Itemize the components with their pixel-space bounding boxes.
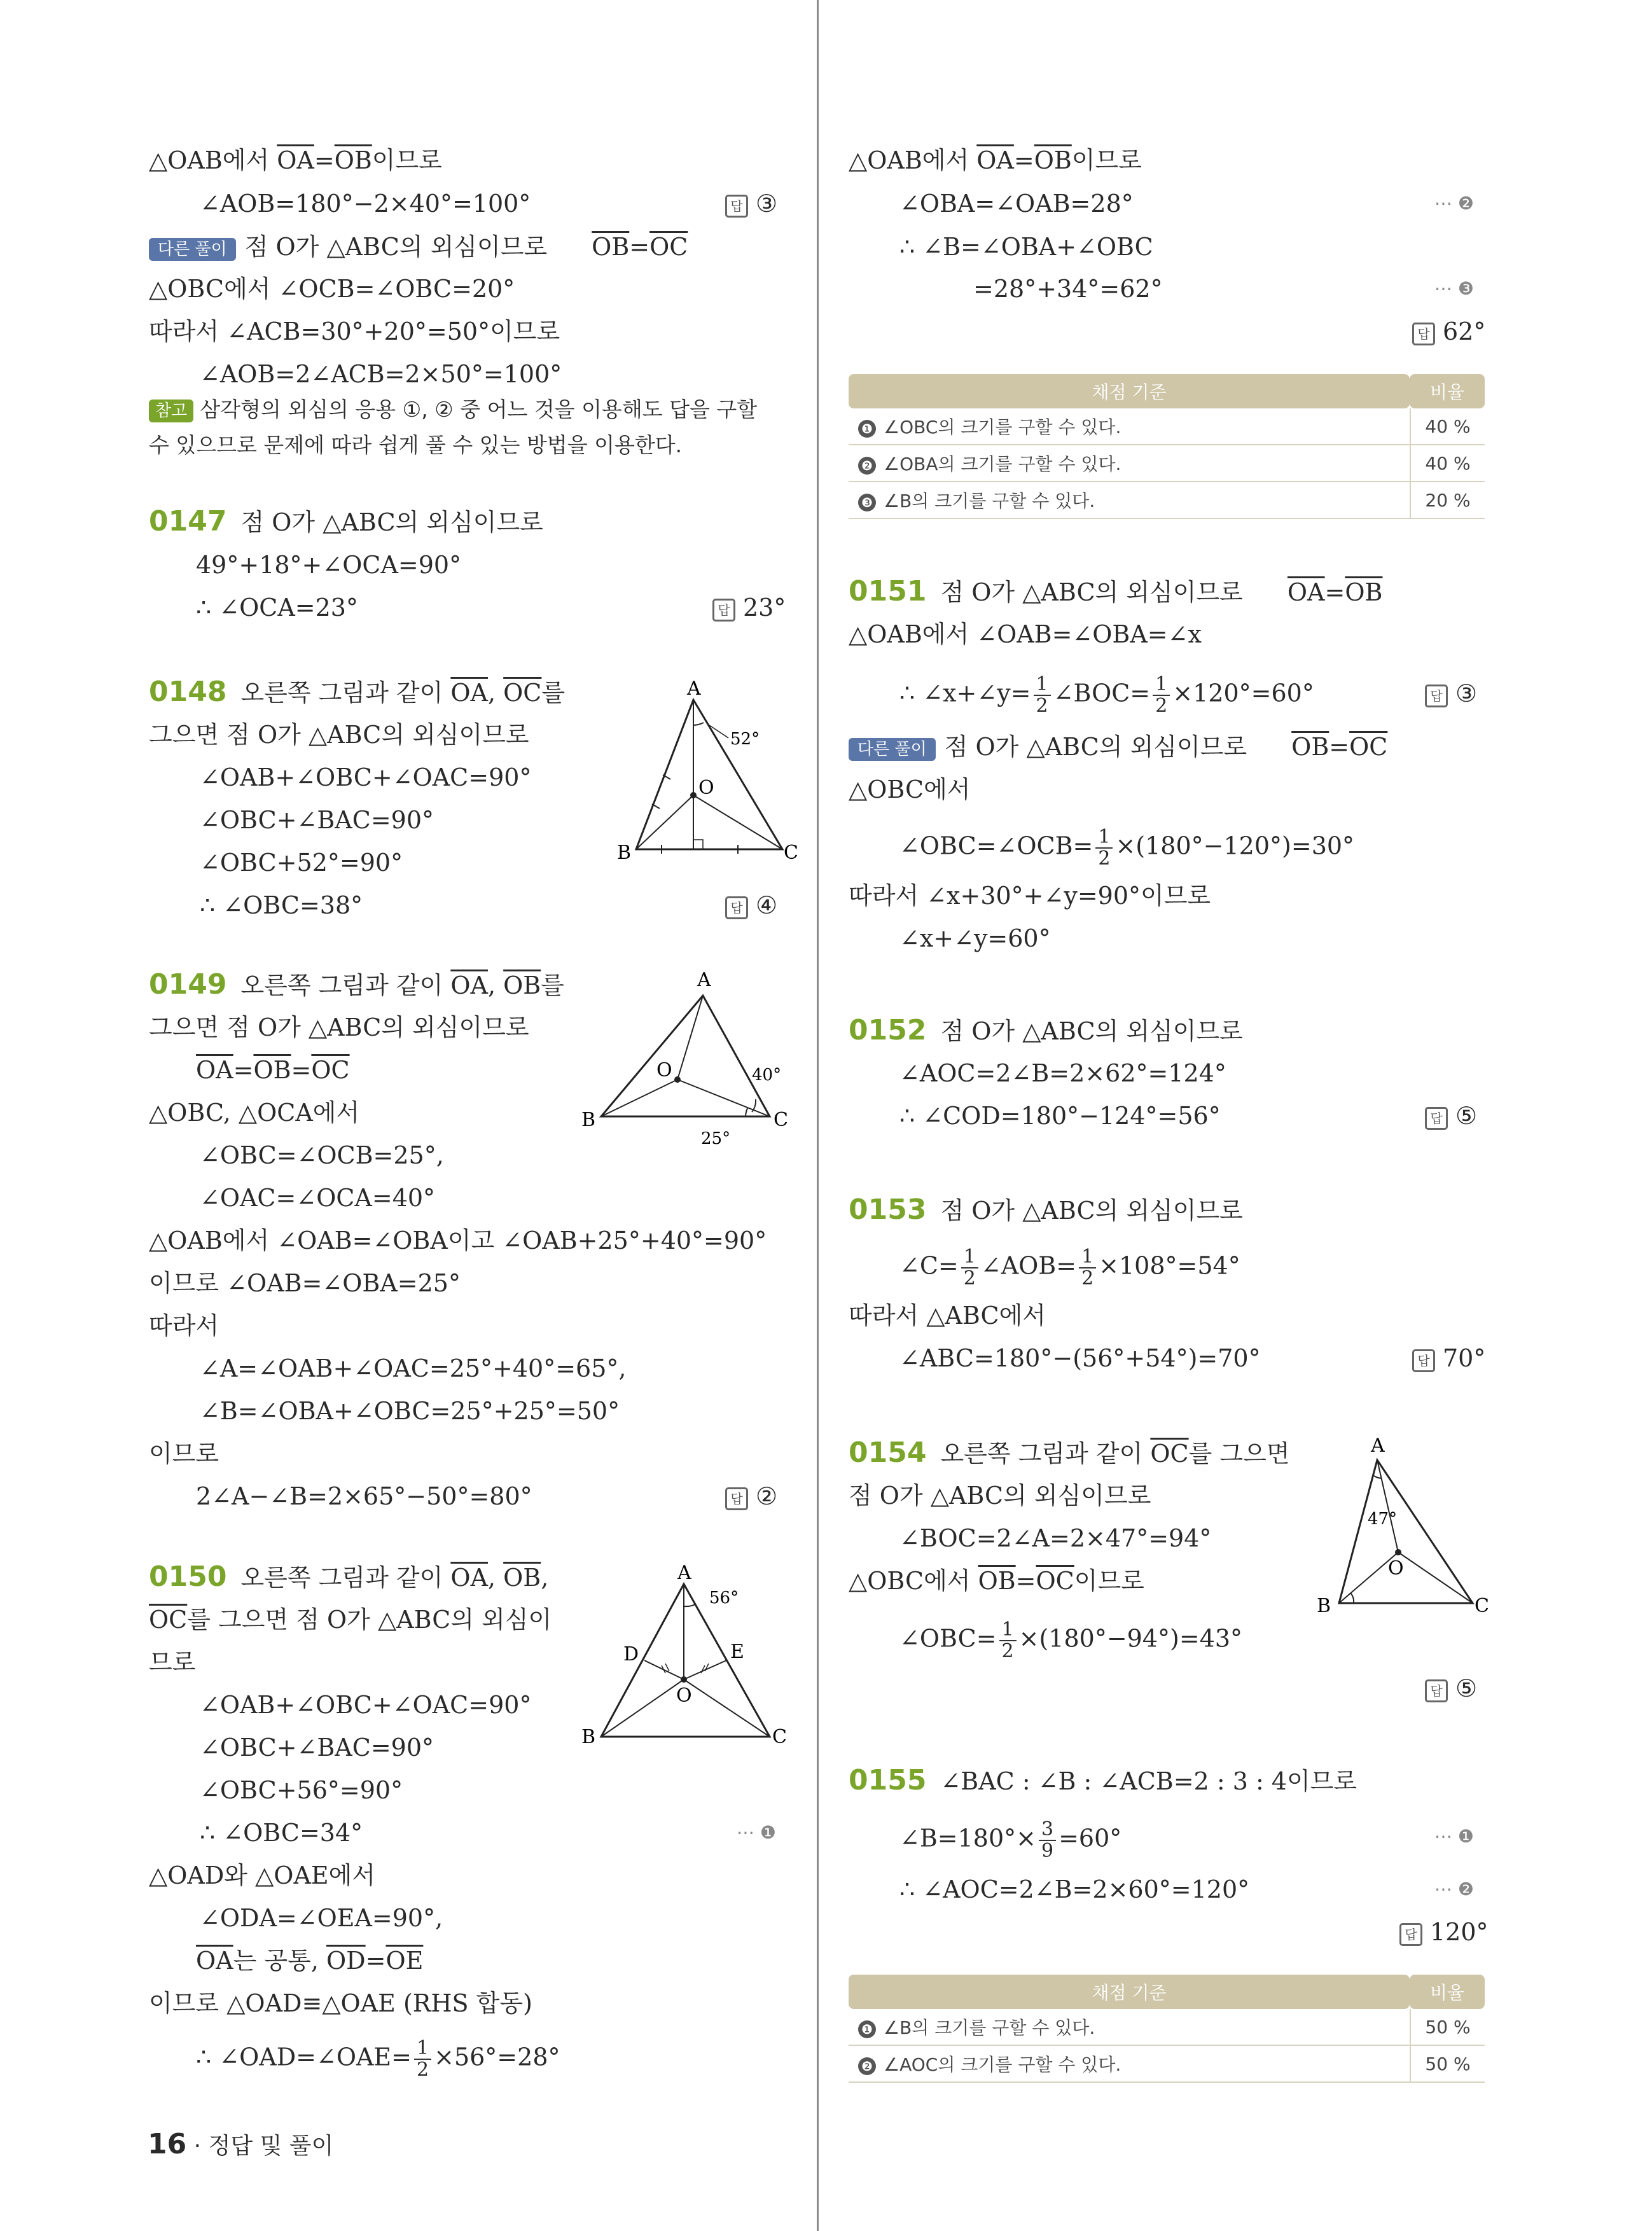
text-line: △OBC에서 — [849, 775, 971, 803]
equation: ∴ ∠B=∠OBA+∠OBC — [899, 233, 1153, 261]
table-header: 비율 — [1410, 1975, 1485, 2009]
problem-0149: 0149 오른쪽 그림과 같이 $\overline{OA}$, $\overline{OB}$를 — [149, 968, 564, 1001]
equation: ∠OBC=∠OCB=25°, — [200, 1141, 444, 1169]
vertex-c: C — [1475, 1595, 1489, 1617]
note-line: 참고 삼각형의 외심의 응용 ①, ② 중 어느 것을 이용해도 답을 구할 — [149, 394, 757, 425]
table-row: ❸ ∠B의 크기를 구할 수 있다. 20 % — [849, 482, 1485, 519]
angle-label: 52° — [730, 730, 760, 749]
figure-0149 — [573, 967, 789, 1158]
table-row: ❷ ∠OBA의 크기를 구할 수 있다. 40 % — [849, 445, 1485, 482]
grading-table-2 — [849, 1975, 1485, 2083]
figure-0150 — [573, 1552, 789, 1756]
equation: ∠OAB+∠OBC+∠OAC=90° — [200, 763, 532, 791]
vertex-a: A — [677, 1562, 691, 1584]
problem-0148: 0148 오른쪽 그림과 같이 $\overline{OA}$, $\overline{OC}$를 — [149, 676, 566, 708]
text-line: 따라서 ∠x+30°+∠y=90°이므로 — [849, 882, 1211, 910]
step-marker: ⋯ ❸ — [1434, 278, 1475, 299]
text-line: 다른 풀이 점 O가 △ABC의 외심이므로 $\overline{OB}=\overline{OC}$ — [149, 232, 688, 262]
column-divider — [817, 0, 819, 2231]
table-header: 비율 — [1410, 374, 1485, 408]
problem-0151: 0151 점 O가 △ABC의 외심이므로 $\overline{OA}=\overline{OB}$ — [849, 575, 1383, 608]
equation: ∠AOB=2∠ACB=2×50°=100° — [200, 360, 562, 388]
center-o: O — [1388, 1557, 1404, 1580]
table-row: ❷ ∠AOC의 크기를 구할 수 있다. 50 % — [849, 2046, 1485, 2083]
answer-mark: 답 ⑤ — [1425, 1673, 1477, 1704]
vertex-b: B — [581, 1109, 596, 1131]
table-header: 채점 기준 — [849, 1975, 1410, 2009]
equation: ∠OBC+56°=90° — [200, 1776, 403, 1804]
page-footer: 16 · 정답 및 풀이 — [148, 2128, 334, 2160]
text-line: 이므로 — [149, 1440, 219, 1468]
text-line: 이므로 △OAD≡△OAE (RHS 합동) — [149, 1989, 532, 2017]
text-line: △OAB에서 $\overline{OA}=\overline{OB}$이므로 — [149, 146, 442, 174]
equation: =28°+34°=62° — [973, 275, 1163, 303]
step-marker: ⋯ ❷ — [1434, 193, 1475, 214]
equation: ∠AOB=180°−2×40°=100° — [200, 190, 531, 218]
vertex-b: B — [581, 1726, 596, 1748]
equation: ∴ ∠OBC=34° — [200, 1819, 363, 1847]
text-line: 따라서 — [149, 1312, 219, 1340]
fraction: $\frac{1}{2}$ — [414, 2038, 431, 2080]
note-line: 수 있으므로 문제에 따라 쉽게 풀 수 있는 방법을 이용한다. — [149, 433, 683, 457]
grading-table-1 — [849, 374, 1485, 519]
vertex-c: C — [774, 1109, 788, 1131]
answer-mark: 답 ⑤ — [1425, 1101, 1477, 1131]
equation: ∠OAC=∠OCA=40° — [200, 1184, 436, 1212]
answer-mark: 답 ④ — [725, 890, 777, 921]
equation: $\overline{OA}$는 공통, $\overline{OD}=\overline{OE}$ — [196, 1947, 424, 1975]
problem-0155: 0155 ∠BAC : ∠B : ∠ACB=2 : 3 : 4이므로 — [849, 1764, 1357, 1797]
equation: ∠OBC+∠BAC=90° — [200, 1734, 434, 1762]
problem-0154: 0154 오른쪽 그림과 같이 $\overline{OC}$를 그으면 — [849, 1436, 1290, 1469]
text-line: 따라서 ∠ACB=30°+20°=50°이므로 — [149, 317, 560, 345]
vertex-a: A — [687, 678, 701, 700]
center-o: O — [676, 1685, 692, 1707]
answer-mark: 답 ② — [725, 1481, 777, 1512]
equation: ∠AOC=2∠B=2×62°=124° — [899, 1059, 1226, 1087]
text-line: 이므로 ∠OAB=∠OBA=25° — [149, 1269, 461, 1297]
text-line: 따라서 △ABC에서 — [849, 1302, 1046, 1330]
angle-label-25: 25° — [701, 1129, 731, 1148]
equation: ∴ ∠x+∠y= $\frac{1}{2}$ ∠BOC= $\frac{1}{2}$ ×120°=60° — [899, 673, 1314, 717]
equation: ∠OBC+∠BAC=90° — [200, 806, 434, 834]
text-line: 므로 — [149, 1648, 196, 1676]
text-line: △OBC에서 ∠OCB=∠OBC=20° — [149, 275, 515, 303]
answer-mark: 답 120° — [1399, 1917, 1489, 1947]
vertex-c: C — [784, 842, 798, 864]
reference-badge: 참고 — [149, 400, 193, 422]
equation: ∠A=∠OAB+∠OAC=25°+40°=65°, — [200, 1354, 627, 1382]
text-line: 다른 풀이 점 O가 △ABC의 외심이므로 $\overline{OB}=\overline{OC}$ — [849, 732, 1387, 762]
problem-0147: 0147 점 O가 △ABC의 외심이므로 — [149, 505, 543, 538]
equation: $\overline{OA}=\overline{OB}=\overline{OC}$ — [196, 1056, 350, 1084]
answer-icon: 답 — [725, 195, 748, 218]
vertex-a: A — [1371, 1435, 1385, 1457]
answer-mark: 답 62° — [1412, 316, 1485, 347]
equation: ∴ ∠AOC=2∠B=2×60°=120° — [899, 1875, 1250, 1903]
table-header: 채점 기준 — [849, 374, 1410, 408]
table-row: ❶ ∠B의 크기를 구할 수 있다. 50 % — [849, 2009, 1485, 2046]
text-line: △OAB에서 ∠OAB=∠OBA=∠x — [849, 620, 1202, 648]
equation: ∠ABC=180°−(56°+54°)=70° — [899, 1344, 1261, 1372]
table-row: ❶ ∠OBC의 크기를 구할 수 있다. 40 % — [849, 408, 1485, 445]
equation: 2∠A−∠B=2×65°−50°=80° — [196, 1482, 532, 1510]
text-line: $\overline{OC}$를 그으면 점 O가 △ABC의 외심이 — [149, 1606, 552, 1634]
equation: ∠ODA=∠OEA=90°, — [200, 1904, 443, 1932]
equation: ∴ ∠COD=180°−124°=56° — [899, 1102, 1221, 1130]
equation: ∠B=180°× $\frac{3}{9}$ =60° — [899, 1818, 1122, 1862]
problem-0153: 0153 점 O가 △ABC의 외심이므로 — [849, 1193, 1243, 1226]
figure-0148 — [592, 678, 798, 865]
problem-0150: 0150 오른쪽 그림과 같이 $\overline{OA}$, $\overline{OB}$, — [149, 1560, 549, 1593]
equation: ∠x+∠y=60° — [899, 924, 1051, 952]
problem-0152: 0152 점 O가 △ABC의 외심이므로 — [849, 1014, 1243, 1046]
other-solution-badge: 다른 풀이 — [149, 238, 236, 261]
vertex-c: C — [772, 1726, 787, 1748]
equation: ∴ ∠OAD=∠OAE= $\frac{1}{2}$ ×56°=28° — [196, 2037, 560, 2081]
equation: ∠B=∠OBA+∠OBC=25°+25°=50° — [200, 1397, 620, 1425]
figure-0154 — [1304, 1431, 1489, 1629]
vertex-b: B — [1317, 1595, 1331, 1617]
other-solution-badge: 다른 풀이 — [849, 738, 936, 761]
text-line: △OAB에서 ∠OAB=∠OBA이고 ∠OAB+25°+40°=90° — [149, 1227, 767, 1255]
step-marker: ⋯ ❶ — [1434, 1826, 1475, 1847]
answer-mark: 답 ③ — [725, 188, 777, 219]
equation: ∴ ∠OCA=23° — [196, 594, 358, 622]
equation: ∠C= $\frac{1}{2}$ ∠AOB= $\frac{1}{2}$ ×108°=54° — [899, 1246, 1240, 1289]
text-line: 그으면 점 O가 △ABC의 외심이므로 — [149, 1013, 529, 1041]
center-o: O — [698, 777, 714, 799]
equation: ∠OBC+52°=90° — [200, 849, 403, 877]
answer-mark: 답 70° — [1412, 1343, 1485, 1373]
equation: ∴ ∠OBC=38° — [200, 891, 363, 919]
text-line: △OBC에서 $\overline{OB}=\overline{OC}$이므로 — [849, 1567, 1144, 1595]
step-marker: ⋯ ❶ — [737, 1822, 777, 1843]
step-marker: ⋯ ❷ — [1434, 1879, 1475, 1900]
vertex-b: B — [617, 842, 632, 864]
equation: ∠OBC= $\frac{1}{2}$ ×(180°−94°)=43° — [899, 1618, 1243, 1662]
text-line: 그으면 점 O가 △ABC의 외심이므로 — [149, 721, 529, 749]
point-e: E — [730, 1641, 744, 1663]
text-line: △OAD와 △OAE에서 — [149, 1861, 376, 1889]
center-o: O — [656, 1059, 672, 1081]
answer-mark: 답 23° — [712, 592, 786, 623]
equation: ∠OBC=∠OCB= $\frac{1}{2}$ ×(180°−120°)=30° — [899, 826, 1355, 870]
text-line: 점 O가 △ABC의 외심이므로 — [849, 1482, 1151, 1510]
vertex-a: A — [697, 969, 711, 991]
point-d: D — [623, 1643, 639, 1665]
equation: 49°+18°+∠OCA=90° — [196, 551, 462, 579]
angle-label: 47° — [1368, 1510, 1398, 1529]
equation: ∠OBA=∠OAB=28° — [899, 190, 1134, 218]
angle-label: 56° — [709, 1588, 739, 1608]
answer-mark: 답 ③ — [1425, 678, 1477, 709]
equation: ∠OAB+∠OBC+∠OAC=90° — [200, 1691, 532, 1719]
equation: ∠BOC=2∠A=2×47°=94° — [899, 1524, 1212, 1552]
angle-label-40: 40° — [752, 1066, 782, 1085]
text-line: △OBC, △OCA에서 — [149, 1099, 360, 1127]
text-line: △OAB에서 $\overline{OA}=\overline{OB}$이므로 — [849, 146, 1142, 174]
